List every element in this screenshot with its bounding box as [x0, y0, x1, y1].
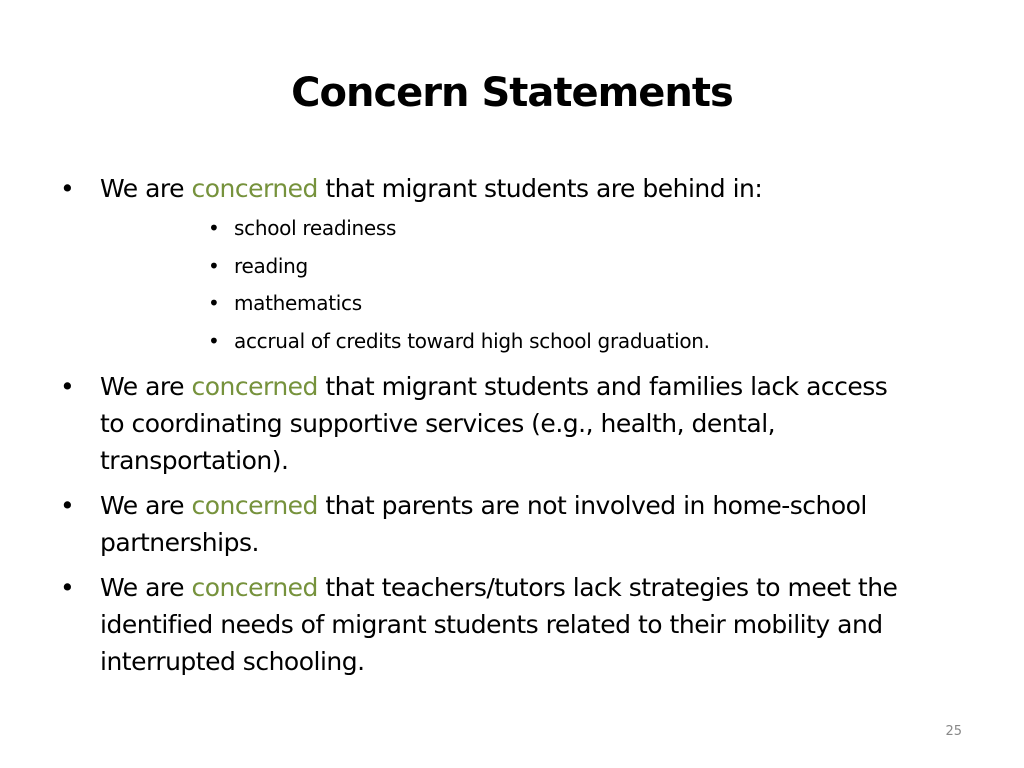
sub-bullet-text: mathematics — [234, 291, 362, 315]
sub-bullet-text: school readiness — [234, 216, 397, 240]
bullet-text: that teachers/tutors lack strategies to meet the identified needs of migrant students related to their mobility and interrupted schooling. — [100, 573, 898, 676]
bullet-text: that migrant students are behind in: — [317, 174, 763, 203]
bullet-prefix: We are — [100, 372, 192, 401]
bullet-keyword: concerned — [191, 174, 318, 203]
bullet-dot-icon: • — [60, 174, 75, 203]
bullet-text: that parents are not involved in home-school partnerships. — [100, 491, 867, 557]
bullet-text: that migrant students and families lack access to coordinating supportive services (e.g., health, dental, transportation). — [100, 372, 888, 475]
bullet-item — [56, 569, 906, 680]
bullet-dot-icon: • — [60, 573, 75, 602]
bullet-keyword: concerned — [191, 372, 318, 401]
bullet-item — [56, 170, 906, 360]
page-number: 25 — [945, 724, 962, 739]
bullet-keyword: concerned — [191, 573, 318, 602]
slide-title: Concern Statements — [291, 70, 733, 116]
sub-bullet-list — [100, 210, 906, 360]
bullet-list — [56, 170, 906, 688]
bullet-prefix: We are — [100, 573, 192, 602]
sub-bullet-dot-icon: • — [208, 291, 220, 315]
sub-bullet-dot-icon: • — [208, 253, 220, 278]
sub-bullet-dot-icon: • — [208, 216, 220, 240]
bullet-prefix: We are — [100, 491, 192, 520]
sub-bullet-text: accrual of credits toward high school graduation. — [234, 328, 710, 353]
sub-bullet-item — [100, 210, 906, 248]
bullet-prefix: We are — [100, 174, 192, 203]
sub-bullet-dot-icon: • — [208, 328, 220, 353]
bullet-dot-icon: • — [60, 491, 75, 520]
bullet-item — [56, 368, 906, 479]
bullet-item — [56, 487, 906, 561]
sub-bullet-item — [100, 285, 906, 323]
bullet-dot-icon: • — [60, 372, 75, 401]
bullet-keyword: concerned — [191, 491, 318, 520]
sub-bullet-item — [100, 248, 906, 286]
sub-bullet-item — [100, 323, 906, 361]
sub-bullet-text: reading — [234, 253, 308, 278]
